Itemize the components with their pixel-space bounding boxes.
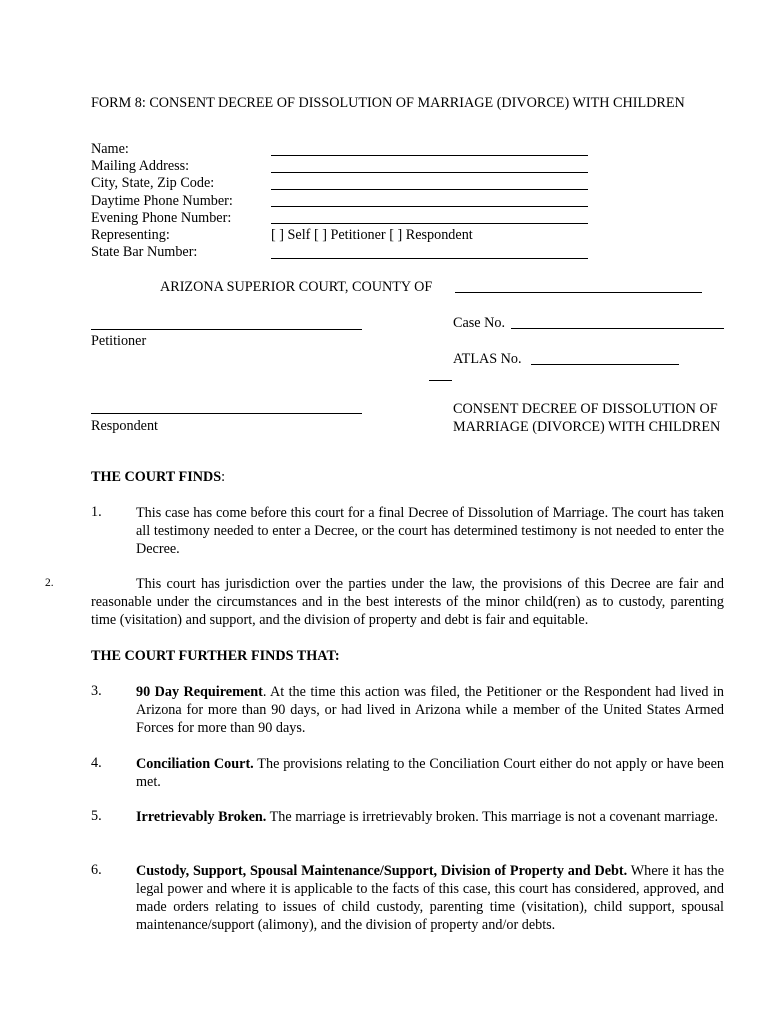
city-state-zip-label: City, State, Zip Code: <box>91 175 215 191</box>
finding-3-title: 90 Day Requirement <box>136 684 263 700</box>
name-label: Name: <box>91 141 129 157</box>
county-field[interactable] <box>455 292 702 293</box>
finding-4-number: 4. <box>91 755 102 771</box>
finding-4-paragraph <box>136 755 724 791</box>
finding-5-title: Irretrievably Broken. <box>136 809 267 825</box>
finding-5-paragraph <box>136 808 724 826</box>
document-title: CONSENT DECREE OF DISSOLUTION OF MARRIAGE (DIVORCE) WITH CHILDREN <box>453 401 721 436</box>
finding-3-text: . At the time this action was filed, the Petitioner or the Respondent had lived in Arizona for more than 90 days, or had lived in Arizona while a member of the United States Armed Forces for more than 90 days. <box>136 684 724 737</box>
finding-2-number: 2. <box>45 577 54 589</box>
mailing-address-label: Mailing Address: <box>91 158 190 174</box>
name-field[interactable] <box>271 155 588 156</box>
city-state-zip-field[interactable] <box>271 189 588 190</box>
atlas-extra-field[interactable] <box>429 380 452 381</box>
case-no-label: Case No. <box>453 315 506 331</box>
state-bar-number-field[interactable] <box>271 258 588 259</box>
evening-phone-label: Evening Phone Number: <box>91 210 232 226</box>
finding-3-number: 3. <box>91 683 102 699</box>
petitioner-name-field[interactable] <box>91 329 362 330</box>
form-title: FORM 8: CONSENT DECREE OF DISSOLUTION OF MARRIAGE (DIVORCE) WITH CHILDREN <box>91 95 685 111</box>
representing-options[interactable]: [ ] Self [ ] Petitioner [ ] Respondent <box>271 227 473 243</box>
daytime-phone-label: Daytime Phone Number: <box>91 193 233 209</box>
further-finds-heading: THE COURT FURTHER FINDS THAT: <box>91 648 340 664</box>
finding-5-text: The marriage is irretrievably broken. This marriage is not a covenant marriage. <box>266 809 719 825</box>
atlas-no-label: ATLAS No. <box>453 351 522 367</box>
court-caption: ARIZONA SUPERIOR COURT, COUNTY OF <box>160 279 433 295</box>
respondent-label: Respondent <box>91 418 158 434</box>
finding-3-paragraph <box>136 683 724 737</box>
representing-label: Representing: <box>91 227 170 243</box>
finding-1-number: 1. <box>91 504 102 520</box>
finding-6-text: Where it has the legal power and where it is applicable to the facts of this case, this court has considered, approved, and made orders relating to issues of child custody, parenting time (visitation), child support, spousal maintenance/support (alimony), and the division of property and/or debts. <box>136 863 724 934</box>
finding-5-number: 5. <box>91 808 102 824</box>
daytime-phone-field[interactable] <box>271 206 588 207</box>
finding-6-number: 6. <box>91 862 102 878</box>
court-finds-heading-text: THE COURT FINDS <box>91 469 222 485</box>
court-finds-heading-colon: : <box>221 469 226 485</box>
evening-phone-field[interactable] <box>271 223 588 224</box>
finding-1-text: This case has come before this court for a final Decree of Dissolution of Marriage. The court has taken all testimony needed to enter a Decree, or the court has determined testimony is not needed to enter the Decree. <box>136 505 724 558</box>
mailing-address-field[interactable] <box>271 172 588 173</box>
petitioner-label: Petitioner <box>91 333 147 349</box>
state-bar-number-label: State Bar Number: <box>91 244 198 260</box>
finding-4-title: Conciliation Court. <box>136 756 254 772</box>
atlas-no-field[interactable] <box>531 364 679 365</box>
finding-6-paragraph <box>136 862 724 934</box>
finding-2-text: This court has jurisdiction over the parties under the law, the provisions of this Decree are fair and reasonable under the circumstances and in the best interests of the minor child(ren) as to custody, parenting time (visitation) and support, and the division of property and debt is fair and equitable. <box>91 576 724 629</box>
finding-4-text: The provisions relating to the Conciliation Court either do not apply or have been met. <box>136 756 724 791</box>
case-no-field[interactable] <box>511 328 724 329</box>
finding-6-title: Custody, Support, Spousal Maintenance/Support, Division of Property and Debt. <box>136 863 628 879</box>
court-finds-heading <box>91 469 225 486</box>
respondent-name-field[interactable] <box>91 413 362 414</box>
